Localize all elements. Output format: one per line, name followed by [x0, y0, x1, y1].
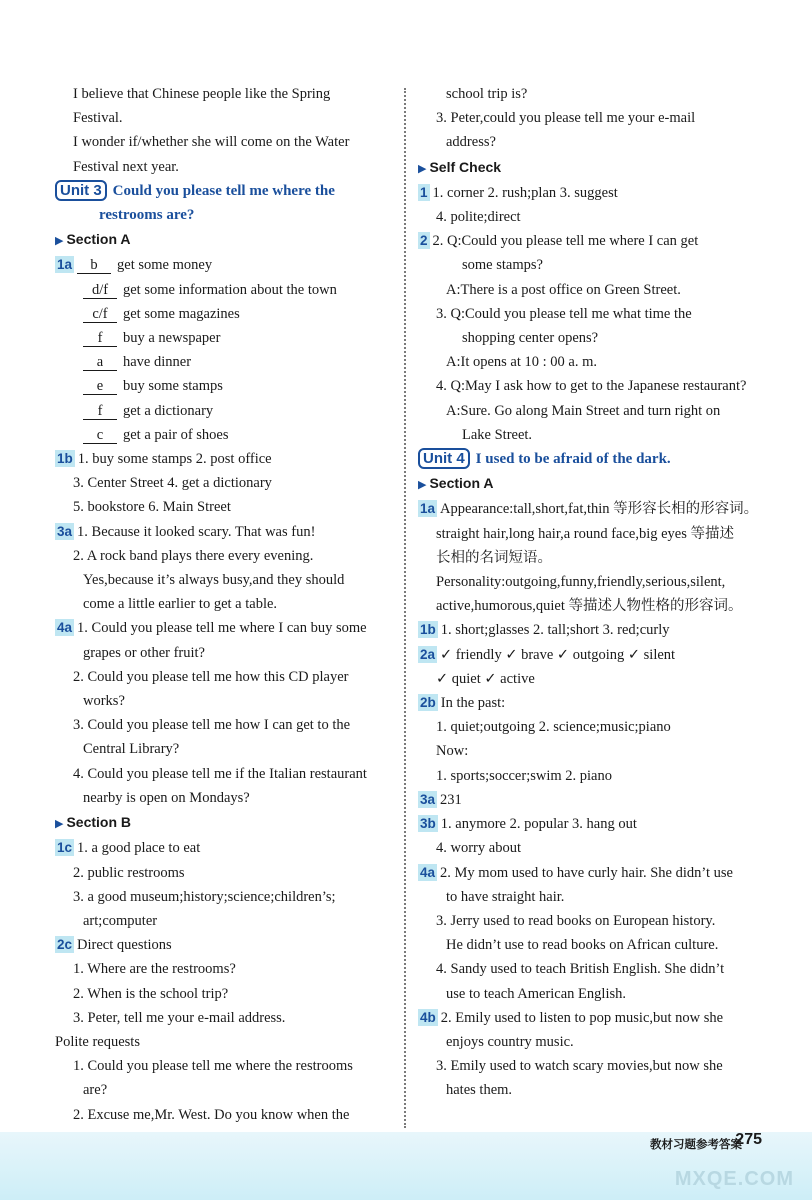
- text-line: I wonder if/whether she will come on the Water: [73, 134, 350, 151]
- exercise-text: Appearance:tall,short,fat,thin 等形容长相的形容词。: [440, 501, 759, 518]
- blank-answer: d/f: [83, 282, 117, 299]
- exercise-text: 1. buy some stamps 2. post office: [77, 451, 272, 468]
- unit-title: Could you please tell me where the: [112, 182, 335, 199]
- exercise-line: [55, 616, 393, 640]
- text-line: 2. Could you please tell me how this CD player: [73, 668, 349, 685]
- text-line: Central Library?: [83, 741, 180, 758]
- text-line: Festival.: [73, 110, 123, 127]
- text-line: A:It opens at 10 : 00 a. m.: [446, 354, 598, 371]
- exercise-text: buy some stamps: [123, 378, 223, 395]
- exercise-label: 4a: [420, 864, 436, 880]
- exercise-text: 1. anymore 2. popular 3. hang out: [440, 816, 637, 833]
- text-line: restrooms are?: [99, 207, 195, 224]
- exercise-text: 1. a good place to eat: [77, 840, 201, 857]
- blank-answer-line: [55, 374, 393, 398]
- exercise-label: 4a: [57, 620, 73, 636]
- exercise-line: [55, 447, 393, 471]
- footer-label: 教材习题参考答案: [650, 1137, 742, 1151]
- exercise-text: 1. Because it looked scary. That was fun!: [77, 523, 316, 540]
- blank-answer: f: [83, 330, 117, 347]
- exercise-line: [55, 933, 393, 957]
- exercise-line: [418, 788, 758, 812]
- unit-badge: Unit 3: [55, 180, 107, 201]
- blank-answer-line: [55, 326, 393, 350]
- blank-answer: c: [83, 427, 117, 444]
- exercise-label: 1b: [57, 451, 73, 467]
- triangle-icon: ▶: [55, 818, 64, 831]
- section-title: Section B: [66, 814, 132, 831]
- exercise-label: 2a: [420, 646, 436, 662]
- exercise-line: [418, 643, 758, 667]
- blank-answer-line: [55, 278, 393, 302]
- blank-answer-line: [55, 399, 393, 423]
- text-line: 3. Jerry used to read books on European history.: [436, 912, 716, 929]
- text-line: 2. Excuse me,Mr. West. Do you know when the: [73, 1106, 350, 1123]
- text-line: 1. quiet;outgoing 2. science;music;piano: [436, 719, 671, 736]
- watermark: MXQE.COM: [674, 1168, 794, 1190]
- unit-badge: Unit 4: [418, 448, 470, 469]
- text-line: nearby is open on Mondays?: [83, 789, 250, 806]
- exercise-text: get some money: [117, 257, 213, 274]
- text-line: hates them.: [446, 1082, 513, 1099]
- text-line: 长相的名词短语。: [436, 549, 552, 566]
- exercise-line: [55, 520, 393, 544]
- text-line: 3. Could you please tell me how I can get to the: [73, 717, 351, 734]
- blank-answer-line: [55, 350, 393, 374]
- exercise-label: 2: [420, 233, 428, 249]
- exercise-text: 2. Q:Could you please tell me where I can get: [432, 233, 699, 250]
- text-line: Festival next year.: [73, 158, 179, 175]
- triangle-icon: ▶: [55, 235, 64, 248]
- text-line: He didn’t use to read books on African culture.: [446, 937, 719, 954]
- text-line: A:There is a post office on Green Street.: [446, 281, 681, 298]
- triangle-icon: ▶: [418, 162, 427, 175]
- text-line: active,humorous,quiet 等描述人物性格的形容词。: [436, 598, 743, 615]
- exercise-label: 1c: [57, 840, 73, 856]
- exercise-text: get some information about the town: [123, 281, 337, 298]
- text-line: 3. Q:Could you please tell me what time the: [436, 305, 692, 322]
- text-line: 1. Where are the restrooms?: [73, 961, 236, 978]
- exercise-label: 1a: [57, 257, 73, 273]
- section-title: Self Check: [429, 158, 502, 175]
- exercise-text: get a dictionary: [123, 402, 214, 419]
- blank-answer: b: [77, 257, 111, 274]
- text-line: 4. polite;direct: [436, 209, 521, 226]
- triangle-icon: ▶: [418, 479, 427, 492]
- unit-heading: [55, 179, 393, 203]
- exercise-label: 3b: [420, 816, 436, 832]
- exercise-text: 1. corner 2. rush;plan 3. suggest: [432, 184, 618, 201]
- blank-answer: f: [83, 403, 117, 420]
- blank-answer: c/f: [83, 306, 117, 323]
- blank-answer: a: [83, 354, 117, 371]
- text-line: shopping center opens?: [462, 330, 599, 347]
- exercise-line: [55, 836, 393, 860]
- section-heading: [55, 227, 393, 253]
- text-line: art;computer: [83, 912, 158, 929]
- exercise-text: ✓ friendly ✓ brave ✓ outgoing ✓ silent: [440, 646, 676, 663]
- section-title: Section A: [66, 231, 131, 248]
- exercise-line: [418, 691, 758, 715]
- exercise-line: [418, 1006, 758, 1030]
- page-number: 275: [735, 1131, 762, 1148]
- exercise-text: Direct questions: [77, 937, 172, 954]
- exercise-text: 2. Emily used to listen to pop music,but now she: [440, 1009, 724, 1026]
- text-line: are?: [83, 1082, 108, 1099]
- text-line: I believe that Chinese people like the Spring: [73, 86, 331, 102]
- blank-answer: e: [83, 378, 117, 395]
- text-line: 1. Could you please tell me where the restrooms: [73, 1058, 353, 1075]
- text-line: 4. Sandy used to teach British English. She didn’t: [436, 961, 725, 978]
- text-line: Personality:outgoing,funny,friendly,serious,silent,: [436, 574, 726, 591]
- text-line: Polite requests: [55, 1033, 140, 1050]
- section-title: Section A: [429, 475, 494, 492]
- exercise-line: [418, 181, 758, 205]
- section-heading: [418, 471, 758, 497]
- column-divider: [404, 88, 406, 1128]
- exercise-label: 4b: [420, 1009, 436, 1025]
- exercise-label: 3a: [420, 791, 436, 807]
- text-line: 5. bookstore 6. Main Street: [73, 499, 231, 516]
- exercise-text: get some magazines: [123, 305, 240, 322]
- text-line: 3. Peter,could you please tell me your e-mail: [436, 110, 696, 127]
- text-line: 4. worry about: [436, 840, 521, 857]
- exercise-text: 1. short;glasses 2. tall;short 3. red;curly: [440, 622, 670, 639]
- text-line: use to teach American English.: [446, 985, 626, 1002]
- exercise-text: In the past:: [440, 695, 506, 712]
- text-line: 2. A rock band plays there every evening.: [73, 547, 314, 564]
- text-line: 2. When is the school trip?: [73, 985, 229, 1002]
- blank-answer-line: [55, 423, 393, 447]
- exercise-label: 2b: [420, 695, 436, 711]
- text-line: 3. Emily used to watch scary movies,but now she: [436, 1058, 723, 1075]
- text-line: school trip is?: [446, 86, 528, 102]
- text-line: 3. a good museum;history;science;children’s;: [73, 888, 336, 905]
- text-line: 2. public restrooms: [73, 864, 185, 881]
- exercise-text: have dinner: [123, 354, 192, 371]
- unit-heading: [418, 447, 758, 471]
- text-line: straight hair,long hair,a round face,big eyes 等描述: [436, 525, 735, 542]
- exercise-text: 231: [440, 791, 462, 808]
- blank-answer-line: [55, 253, 393, 277]
- exercise-line: [418, 229, 758, 253]
- exercise-label: 1: [420, 184, 428, 200]
- text-line: Now:: [436, 743, 469, 760]
- text-line: ✓ quiet ✓ active: [436, 670, 535, 687]
- text-line: 3. Peter, tell me your e-mail address.: [73, 1009, 286, 1026]
- text-line: 3. Center Street 4. get a dictionary: [73, 475, 272, 492]
- left-column: [55, 82, 393, 1127]
- text-line: A:Sure. Go along Main Street and turn right on: [446, 402, 721, 419]
- text-line: Lake Street.: [462, 426, 533, 443]
- exercise-line: [418, 812, 758, 836]
- text-line: enjoys country music.: [446, 1033, 574, 1050]
- exercise-text: buy a newspaper: [123, 330, 221, 347]
- exercise-label: 1a: [420, 501, 436, 517]
- blank-answer-line: [55, 302, 393, 326]
- exercise-label: 3a: [57, 523, 73, 539]
- text-line: to have straight hair.: [446, 888, 565, 905]
- exercise-label: 2c: [57, 937, 73, 953]
- section-heading: [418, 155, 758, 181]
- text-line: Yes,because it’s always busy,and they should: [83, 572, 345, 589]
- right-column: [418, 82, 758, 1103]
- text-line: come a little earlier to get a table.: [83, 596, 278, 613]
- exercise-label: 1b: [420, 622, 436, 638]
- section-heading: [55, 810, 393, 836]
- exercise-line: [418, 861, 758, 885]
- exercise-text: get a pair of shoes: [123, 426, 229, 443]
- exercise-line: [418, 497, 758, 521]
- text-line: works?: [83, 693, 125, 710]
- text-line: 4. Q:May I ask how to get to the Japanese restaurant?: [436, 378, 747, 395]
- exercise-text: 1. Could you please tell me where I can buy some: [77, 620, 367, 637]
- text-line: some stamps?: [462, 257, 543, 274]
- text-line: address?: [446, 134, 496, 151]
- text-line: grapes or other fruit?: [83, 644, 205, 661]
- unit-title: I used to be afraid of the dark.: [475, 451, 671, 468]
- exercise-line: [418, 618, 758, 642]
- text-line: 4. Could you please tell me if the Italian restaurant: [73, 765, 367, 782]
- exercise-text: 2. My mom used to have curly hair. She didn’t use: [440, 864, 733, 881]
- text-line: 1. sports;soccer;swim 2. piano: [436, 767, 612, 784]
